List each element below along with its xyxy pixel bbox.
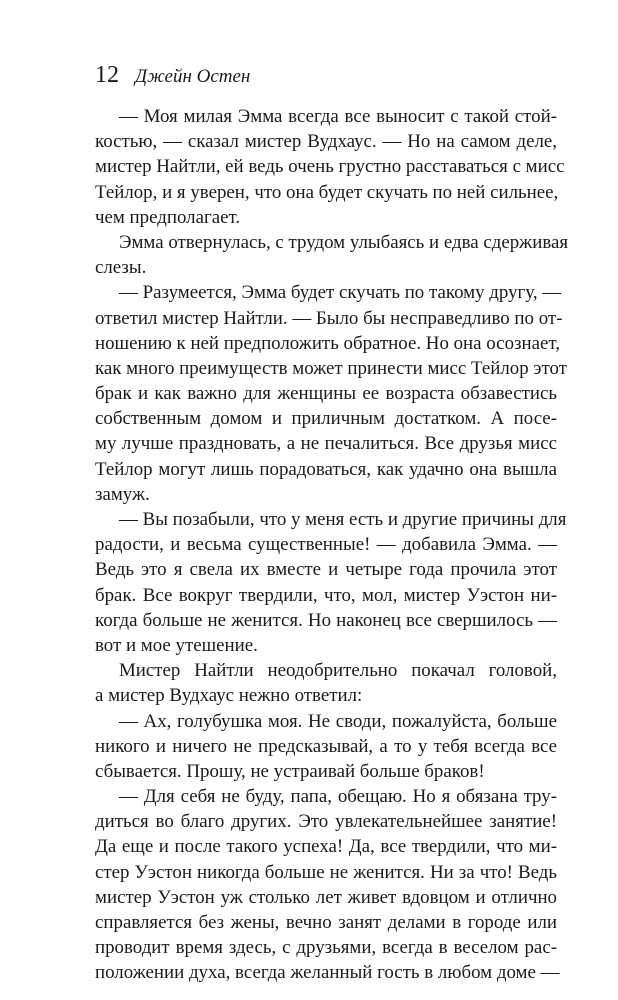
text-line: слезы. — [95, 257, 147, 279]
text-line: — Ах, голубушка моя. Не своди, пожалуйста, больше — [119, 710, 557, 732]
text-line: — Вы позабыли, что у меня есть и другие причины для — [119, 509, 567, 530]
text-line: брак. Все вокруг твердили, что, мол, мистер Уэстон ни- — [95, 584, 557, 606]
text-line: диться во благо других. Это увлекательнейшее занятие! — [95, 811, 557, 833]
text-line: справляется без жены, вечно занят делами в городе или — [95, 912, 557, 933]
text-line: собственным домом и приличным достатком. А посе- — [95, 408, 557, 430]
text-line: Ведь это я свела их вместе и четыре года прочила этот — [95, 559, 557, 581]
text-line: — Моя милая Эмма всегда все выносит с такой стой- — [119, 106, 557, 127]
body-text — [95, 104, 569, 986]
text-line: когда больше не женится. Но наконец все свершилось — — [95, 609, 557, 631]
paragraph — [95, 104, 565, 230]
running-head-author: Джейн Остен — [135, 66, 251, 87]
text-line: сбывается. Прошу, не устраивай больше браков! — [95, 760, 485, 782]
text-line: как много преимуществ может принести мисс Тейлор этот — [95, 357, 567, 379]
text-line: — Для себя не буду, папа, обещаю. Но я обязана тру- — [119, 786, 557, 808]
text-line: ношению к ней предположить обратное. Но она осознает, — [95, 332, 560, 354]
text-line: стер Уэстон никогда больше не женится. Ни за что! Ведь — [95, 861, 557, 883]
page-number: 12 — [95, 62, 119, 88]
text-line: костью, — сказал мистер Вудхаус. — Но на самом деле, — [95, 131, 557, 153]
text-line: мистер Уэстон уж столько лет живет вдовцом и отлично — [95, 886, 557, 908]
paragraph — [95, 784, 560, 986]
paragraph — [95, 507, 567, 658]
text-line: замуж. — [95, 483, 150, 505]
paragraph — [95, 230, 569, 280]
text-line: Эмма отвернулась, с трудом улыбаясь и едва сдерживая — [119, 231, 569, 253]
text-line: му лучше праздновать, а не печалиться. Все друзья мисс — [95, 433, 557, 455]
text-line: брак и как важно для женщины ее возраста обзавестись — [95, 383, 557, 405]
text-line: радости, и весьма существенные! — добавила Эмма. — — [95, 534, 557, 556]
text-line: Тейлор, и я уверен, что она будет скучать по ней сильнее, — [95, 181, 559, 203]
text-line: чем предполагает. — [95, 206, 241, 228]
paragraph — [95, 709, 557, 785]
paragraph — [95, 658, 557, 708]
text-line: вот и мое утешение. — [95, 634, 258, 656]
text-line: Да еще и после такого успеха! Да, все твердили, что ми- — [95, 836, 557, 858]
text-line: положении духа, всегда желанный гость в любом доме — — [95, 962, 560, 984]
text-line: Тейлор могут лишь порадоваться, как удачно она вышла — [95, 458, 557, 480]
running-header — [95, 62, 250, 92]
text-line: — Разумеется, Эмма будет скучать по такому другу, — — [119, 282, 562, 304]
text-line: а мистер Вудхаус нежно ответил: — [95, 685, 363, 707]
text-line: никого и ничего не предсказывай, а то у тебя всегда все — [95, 735, 557, 757]
text-line: мистер Найтли, ей ведь очень грустно расставаться с мисс — [95, 156, 565, 178]
text-line: ответил мистер Найтли. — Было бы несправедливо по от- — [95, 307, 563, 329]
paragraph — [95, 280, 567, 507]
text-line: Мистер Найтли неодобрительно покачал головой, — [119, 660, 557, 682]
text-line: проводит время здесь, с друзьями, всегда в веселом рас- — [95, 937, 557, 959]
